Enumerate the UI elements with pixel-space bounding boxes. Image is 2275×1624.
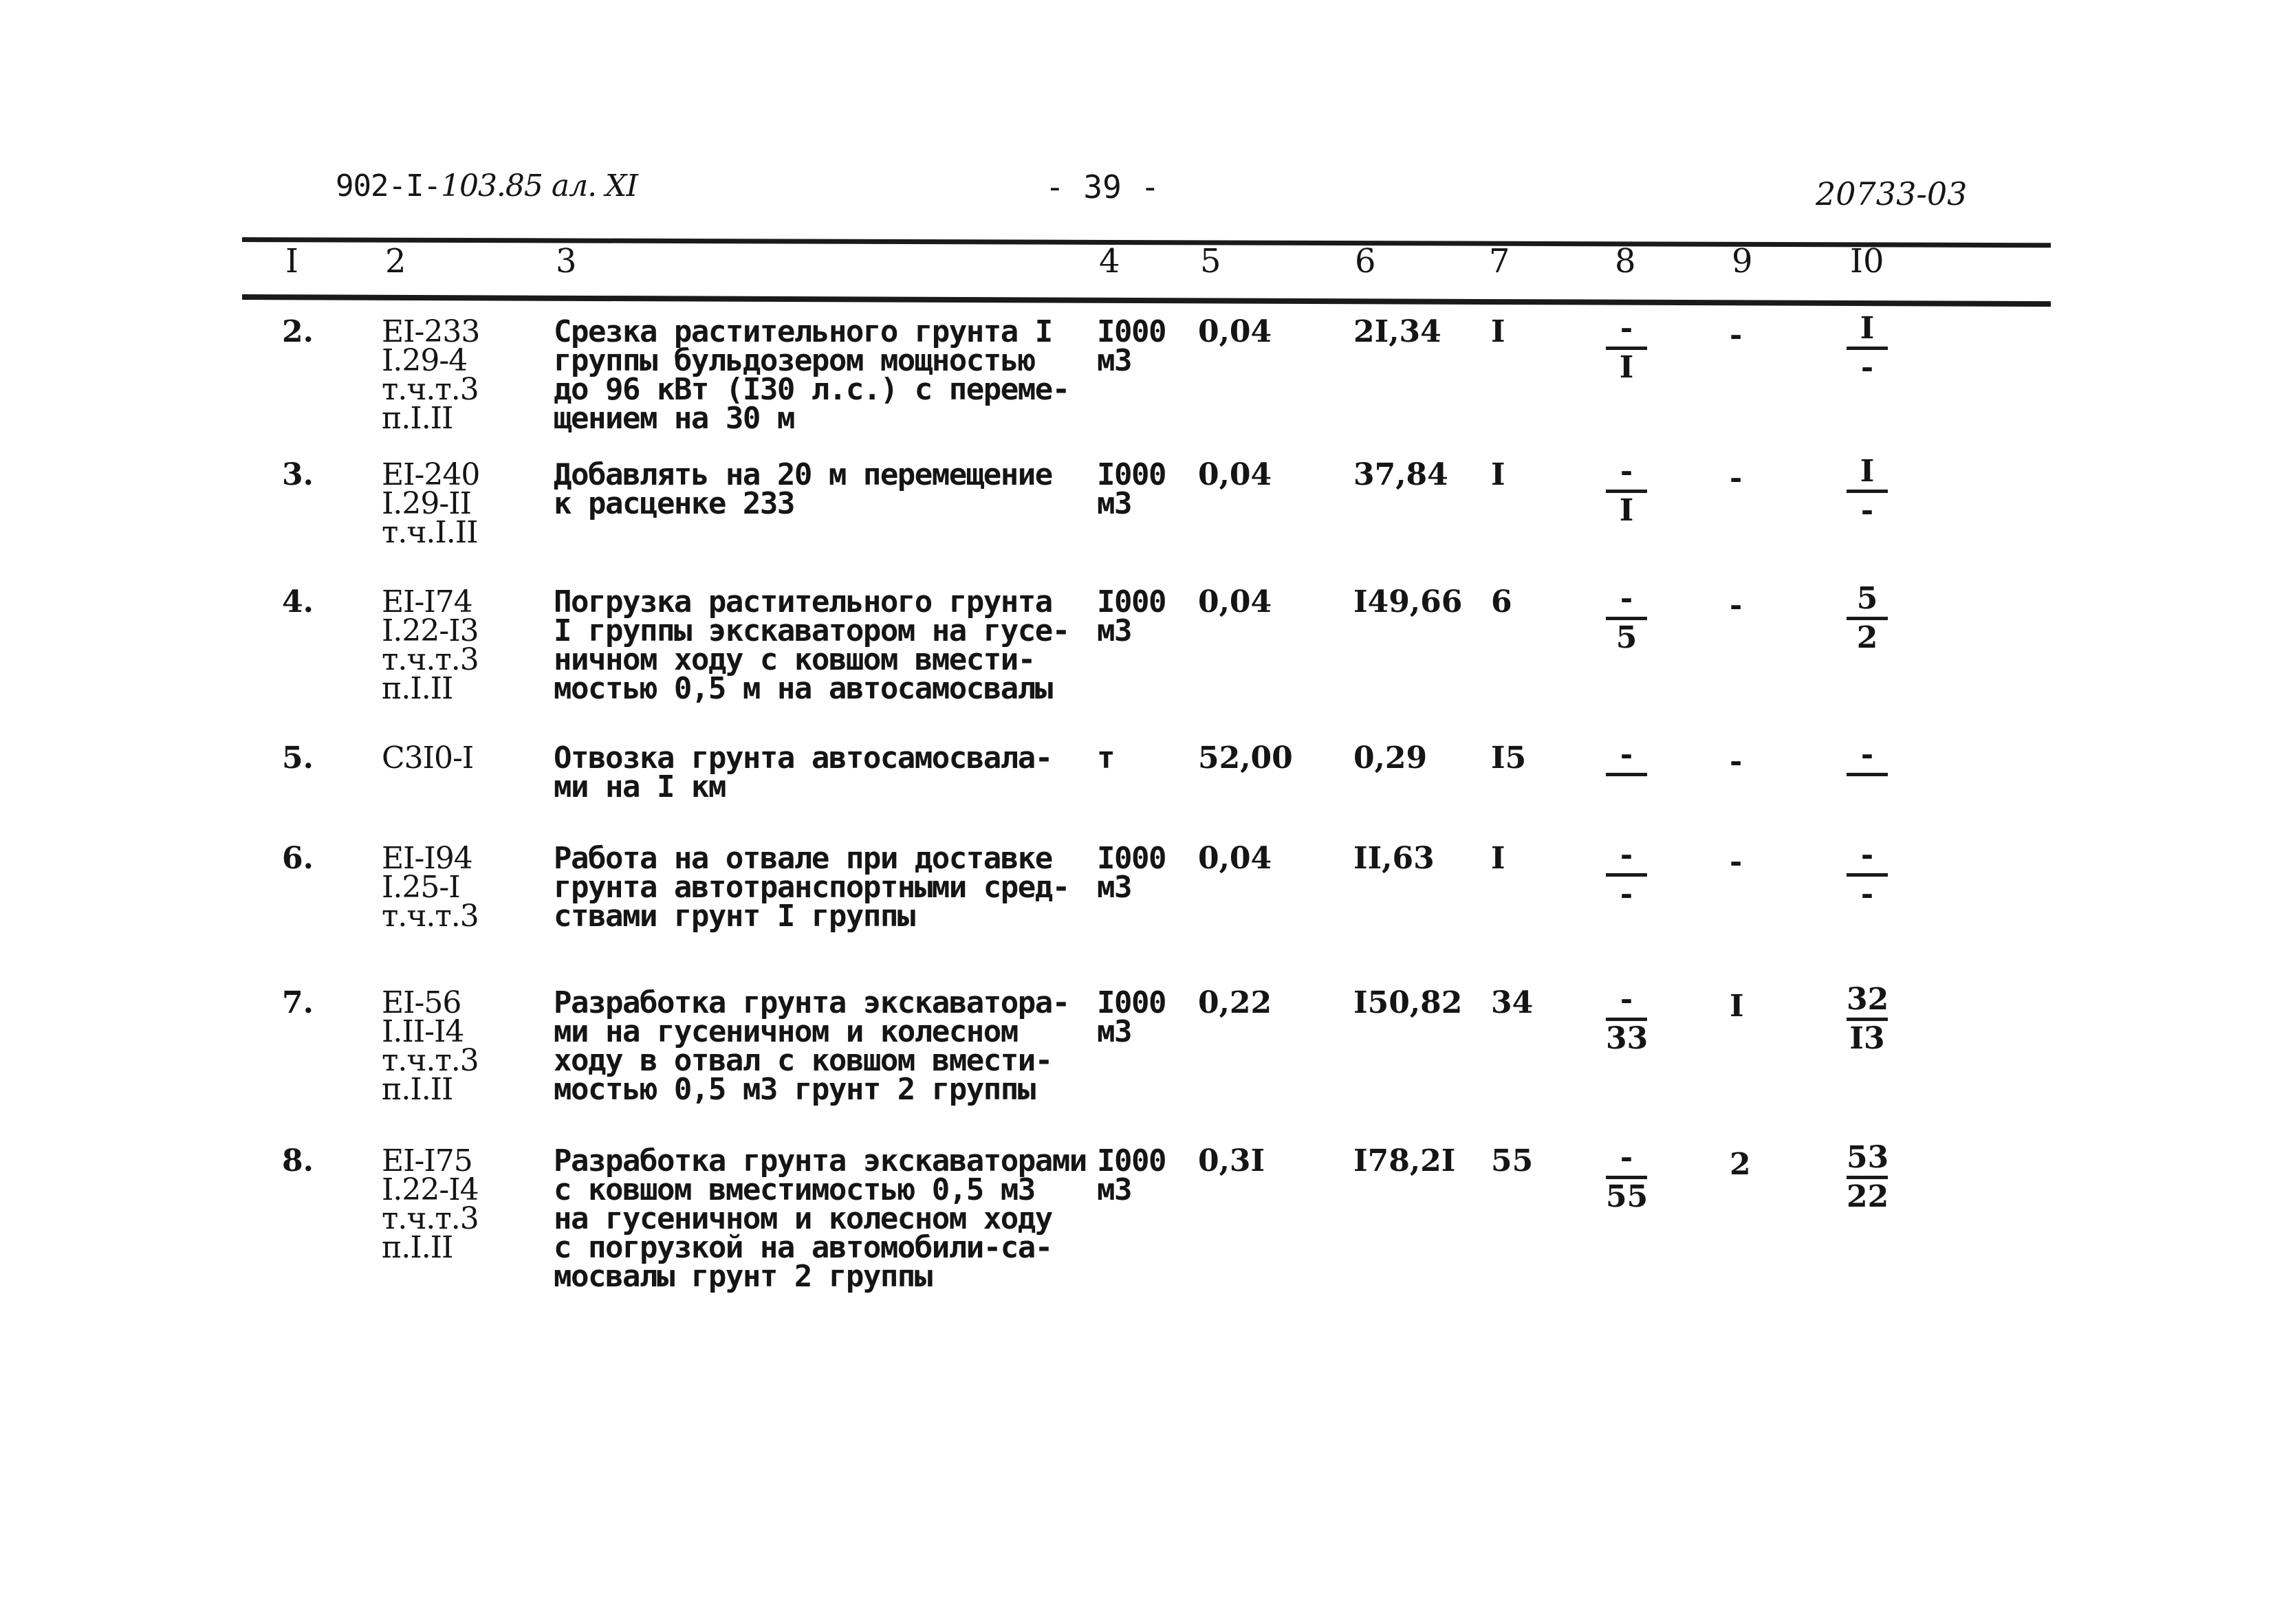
unit: I000 м3 <box>1097 1143 1166 1207</box>
column-10-fraction-bar <box>1847 773 1888 776</box>
column-number-3: 3 <box>556 242 577 281</box>
column-10-fraction-numerator: 32 <box>1847 982 1889 1017</box>
column-10-fraction-numerator: I <box>1860 454 1875 489</box>
unit-price: 0,29 <box>1353 740 1428 776</box>
column-8-fraction <box>1606 837 1647 912</box>
table-header-rule <box>242 294 2051 307</box>
column-10-fraction <box>1847 737 1888 809</box>
column-8-fraction <box>1606 454 1647 528</box>
column-9-value: - <box>1730 744 1743 779</box>
column-8-fraction-numerator: - <box>1620 982 1633 1017</box>
doc-code <box>336 168 638 204</box>
column-10-fraction-denominator: 2 <box>1856 620 1878 655</box>
column-9-value: 2 <box>1730 1147 1751 1182</box>
column-10-fraction-denominator: - <box>1860 350 1874 385</box>
unit-price: 37,84 <box>1353 457 1448 492</box>
quantity: 0,04 <box>1198 457 1272 492</box>
row-number: 7. <box>282 985 314 1020</box>
row-number: 8. <box>282 1143 314 1178</box>
column-10-fraction <box>1847 982 1889 1056</box>
column-8-fraction-denominator <box>1606 779 1647 809</box>
row-number: 2. <box>282 314 314 349</box>
quantity: 0,04 <box>1198 314 1272 349</box>
unit: т <box>1097 740 1114 776</box>
unit-price: I49,66 <box>1353 584 1463 619</box>
column-number-10: I0 <box>1850 242 1884 281</box>
column-number-8: 8 <box>1615 242 1636 281</box>
row-number: 6. <box>282 841 314 876</box>
work-description: Разработка грунта экскаватора- ми на гусеничном и колесном ходу в отвал с ковшом вмести- мостью 0,5 м3 грунт 2 группы <box>554 985 1069 1107</box>
table-top-rule <box>242 237 2051 248</box>
column-8-fraction-numerator: - <box>1620 837 1633 873</box>
page-number: - 39 - <box>1045 168 1160 206</box>
work-description: Отвозка грунта автосамосвала- ми на I км <box>554 740 1052 804</box>
unit-price: II,63 <box>1353 841 1435 876</box>
column-10-fraction-denominator <box>1847 779 1888 809</box>
column-10-fraction <box>1847 454 1888 528</box>
column-8-fraction-numerator: - <box>1620 737 1633 772</box>
column-number-9: 9 <box>1732 242 1753 281</box>
column-number-1: I <box>285 242 298 281</box>
column-number-7: 7 <box>1489 242 1510 281</box>
column-10-fraction-numerator: - <box>1860 737 1874 772</box>
column-8-fraction-denominator: I <box>1619 350 1634 385</box>
unit-price: 2I,34 <box>1353 314 1441 349</box>
column-7-value: I <box>1491 841 1505 876</box>
row-number: 4. <box>282 584 314 619</box>
norm-code: EI-240 I.29-II т.ч.I.II <box>382 457 480 550</box>
column-8-fraction-denominator: - <box>1620 877 1633 912</box>
work-description: Погрузка растительного грунта I группы экскаватором на гусе- ничном ходу с ковшом вмести- мостью 0,5 м на автосамосвалы <box>554 584 1069 706</box>
column-7-value: 55 <box>1491 1143 1534 1178</box>
column-number-2: 2 <box>385 242 406 281</box>
column-10-fraction-numerator: 53 <box>1847 1140 1889 1175</box>
column-9-value: - <box>1730 461 1743 496</box>
column-8-fraction <box>1606 311 1647 385</box>
column-9-value: I <box>1730 989 1744 1024</box>
column-10-fraction-denominator: 22 <box>1847 1179 1889 1214</box>
column-10-fraction <box>1847 311 1888 385</box>
column-8-fraction <box>1606 1140 1648 1214</box>
archive-number: 20733-03 <box>1816 175 1968 212</box>
work-description: Разработка грунта экскаваторами с ковшом вместимостью 0,5 м3 на гусеничном и колесном ходу с погрузкой на автомобили-са- мосвалы грунт 2 группы <box>554 1143 1087 1294</box>
column-10-fraction-denominator: - <box>1860 493 1874 528</box>
column-8-fraction-denominator: 33 <box>1606 1021 1648 1056</box>
column-7-value: I <box>1491 314 1505 349</box>
column-7-value: I <box>1491 457 1505 492</box>
column-10-fraction-denominator: I3 <box>1849 1021 1885 1056</box>
column-10-fraction <box>1847 837 1888 912</box>
unit-price: I50,82 <box>1353 985 1463 1020</box>
quantity: 0,3I <box>1198 1143 1265 1178</box>
column-number-6: 6 <box>1355 242 1376 281</box>
column-10-fraction-numerator: 5 <box>1856 581 1878 616</box>
column-8-fraction-numerator: - <box>1620 454 1633 489</box>
column-8-fraction-denominator: 5 <box>1615 620 1637 655</box>
work-description: Срезка растительного грунта I группы бульдозером мощностью до 96 кВт (I30 л.с.) с переме- щением на 30 м <box>554 314 1069 436</box>
unit-price: I78,2I <box>1353 1143 1456 1178</box>
column-8-fraction-numerator: - <box>1620 581 1633 616</box>
column-10-fraction-numerator: - <box>1860 837 1874 873</box>
norm-code: EI-I75 I.22-I4 т.ч.т.3 п.I.II <box>382 1143 479 1265</box>
norm-code: EI-I94 I.25-I т.ч.т.3 <box>382 841 479 934</box>
work-description: Добавлять на 20 м перемещение к расценке 233 <box>554 457 1052 521</box>
quantity: 0,22 <box>1198 985 1272 1020</box>
column-8-fraction-denominator: 55 <box>1606 1179 1648 1214</box>
column-8-fraction-denominator: I <box>1619 493 1634 528</box>
norm-code: С3I0-I <box>382 740 474 776</box>
row-number: 5. <box>282 740 314 776</box>
quantity: 52,00 <box>1198 740 1293 776</box>
column-10-fraction <box>1847 581 1888 655</box>
column-9-value: - <box>1730 844 1743 879</box>
row-number: 3. <box>282 457 314 492</box>
norm-code: EI-I74 I.22-I3 т.ч.т.3 п.I.II <box>382 584 479 706</box>
unit: I000 м3 <box>1097 457 1166 521</box>
doc-code-printed: 902-I- <box>336 168 441 204</box>
column-number-4: 4 <box>1099 242 1120 281</box>
quantity: 0,04 <box>1198 841 1272 876</box>
column-8-fraction-numerator: - <box>1620 1140 1633 1175</box>
column-7-value: 34 <box>1491 985 1534 1020</box>
column-8-fraction <box>1606 982 1648 1056</box>
column-10-fraction-numerator: I <box>1860 311 1875 346</box>
unit: I000 м3 <box>1097 985 1166 1049</box>
column-10-fraction <box>1847 1140 1889 1214</box>
norm-code: EI-56 I.II-I4 т.ч.т.3 п.I.II <box>382 985 479 1107</box>
column-9-value: - <box>1730 588 1743 623</box>
doc-code-handwritten: 103.85 ал. XI <box>440 168 638 204</box>
column-7-value: I5 <box>1491 740 1527 776</box>
column-7-value: 6 <box>1491 584 1512 619</box>
column-8-fraction <box>1606 737 1647 809</box>
unit: I000 м3 <box>1097 841 1166 905</box>
column-9-value: - <box>1730 318 1743 353</box>
column-8-fraction <box>1606 581 1647 655</box>
quantity: 0,04 <box>1198 584 1272 619</box>
unit: I000 м3 <box>1097 584 1166 648</box>
column-10-fraction-denominator: - <box>1860 877 1874 912</box>
norm-code: EI-233 I.29-4 т.ч.т.3 п.I.II <box>382 314 480 436</box>
column-number-5: 5 <box>1200 242 1221 281</box>
column-8-fraction-bar <box>1606 773 1647 776</box>
unit: I000 м3 <box>1097 314 1166 378</box>
work-description: Работа на отвале при доставке грунта автотранспортными сред- ствами грунт I группы <box>554 841 1069 934</box>
column-8-fraction-numerator: - <box>1620 311 1633 346</box>
